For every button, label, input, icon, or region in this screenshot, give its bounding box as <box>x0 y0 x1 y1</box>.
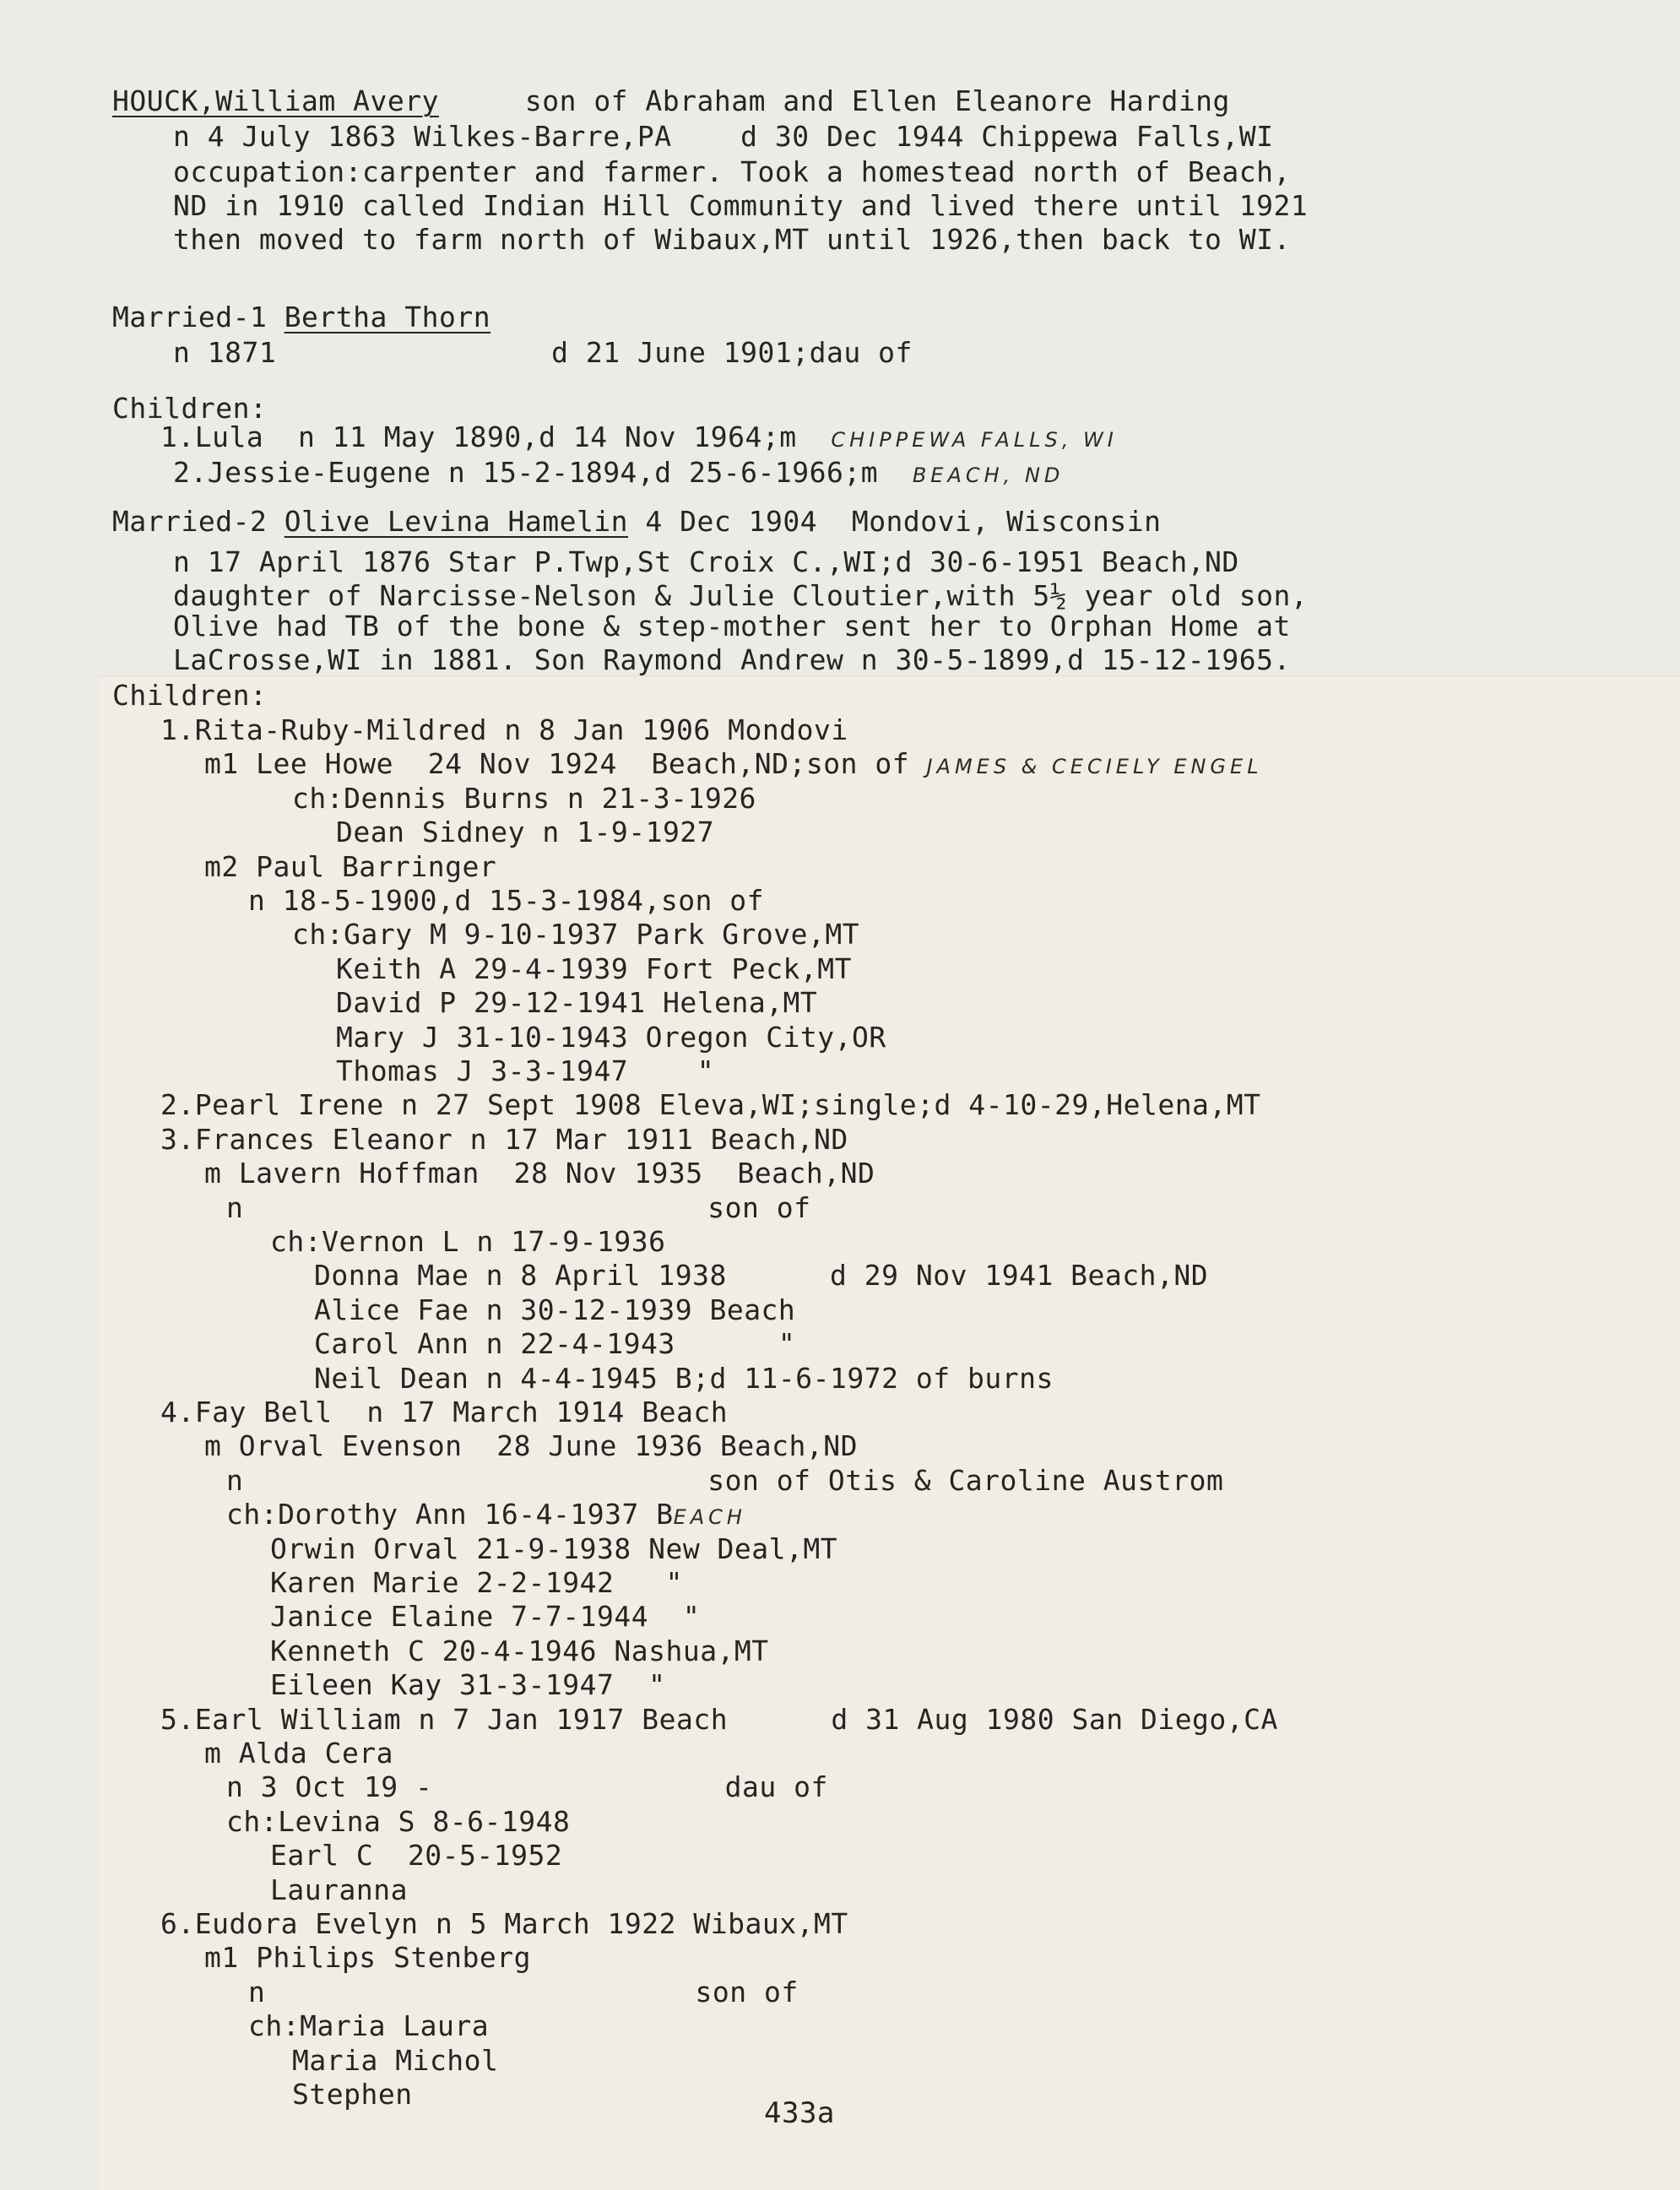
child-line-text: Orwin Orval 21-9-1938 New Deal,MT <box>270 1532 838 1565</box>
child-line <box>270 1839 562 1873</box>
child-line-text: David P 29-12-1941 Helena,MT <box>336 986 818 1019</box>
child-line-text: Lauranna <box>270 1873 408 1906</box>
child-line <box>226 1498 746 1534</box>
child-line-text: n 3 Oct 19 - dau of <box>226 1770 828 1803</box>
parents: son of Abraham and Ellen Eleanore Harding <box>524 84 1230 117</box>
child-line <box>160 1123 848 1157</box>
child-line-text: Kenneth C 20-4-1946 Nashua,MT <box>270 1634 769 1667</box>
child-line-text: n 18-5-1900,d 15-3-1984,son of <box>248 884 765 917</box>
spouse-detail: n 1871 d 21 June 1901;dau of <box>173 336 913 369</box>
child-line-text: Keith A 29-4-1939 Fort Peck,MT <box>336 952 853 985</box>
spouse-detail: daughter of Narcisse-Nelson & Julie Cloutier,with 5½ year old son, <box>173 579 1309 612</box>
children-label: Children: <box>112 679 268 712</box>
child-line-text: Janice Elaine 7-7-1944 " <box>270 1600 701 1633</box>
child-line <box>314 1259 1208 1293</box>
child-text: 1.Lula n 11 May 1890,d 14 Nov 1964;m <box>160 420 797 453</box>
child-line <box>314 1327 795 1361</box>
child-line-text: 2.Pearl Irene n 27 Sept 1908 Eleva,WI;single;d 4-10-29,Helena,MT <box>160 1088 1261 1121</box>
spouse-detail: LaCrosse,WI in 1881. Son Raymond Andrew n 30-5-1899,d 15-12-1965. <box>173 643 1291 676</box>
child-line-text: n son of <box>226 1191 811 1224</box>
child-text: 2.Jessie-Eugene n 15-2-1894,d 25-6-1966;m <box>173 456 879 489</box>
child-line-text: Thomas J 3-3-1947 " <box>336 1054 715 1087</box>
child-line-text: Alice Fae n 30-12-1939 Beach <box>314 1293 796 1326</box>
child-line <box>292 2078 413 2111</box>
child-line-text: Neil Dean n 4-4-1945 B;d 11-6-1972 of burns <box>314 1362 1054 1395</box>
child-line <box>204 1737 393 1770</box>
child-line-text: 6.Eudora Evelyn n 5 March 1922 Wibaux,MT <box>160 1907 848 1940</box>
child-line <box>160 1088 1261 1122</box>
header-detail: then moved to farm north of Wibaux,MT until 1926,then back to WI. <box>173 223 1291 256</box>
child-line-text: n son of <box>248 1976 799 2008</box>
child-line <box>270 1600 700 1634</box>
person-name: HOUCK,William Avery <box>112 84 439 117</box>
child-line <box>226 1464 1223 1498</box>
child-line <box>248 884 764 918</box>
child-line <box>160 713 848 747</box>
child-line-text: ch:Gary M 9-10-1937 Park Grove,MT <box>292 918 860 951</box>
child-line-text: 4.Fay Bell n 17 March 1914 Beach <box>160 1396 729 1428</box>
handwritten-note: CHIPPEWA FALLS, WI <box>831 428 1118 452</box>
child-line-text: ch:Dorothy Ann 16-4-1937 B <box>226 1498 674 1531</box>
header-detail: occupation:carpenter and farmer. Took a homestead north of Beach, <box>173 155 1291 188</box>
header-detail: n 4 July 1863 Wilkes-Barre,PA d 30 Dec 1944 Chippewa Falls,WI <box>173 120 1274 153</box>
marriage-date-place: 4 Dec 1904 Mondovi, Wisconsin <box>628 505 1162 538</box>
spouse-detail: n 17 April 1876 Star P.Twp,St Croix C.,WI;d 30-6-1951 Beach,ND <box>173 545 1239 578</box>
child-line <box>226 1191 811 1225</box>
child-line <box>292 918 859 951</box>
child-line <box>292 782 756 816</box>
child-line-text: Mary J 31-10-1943 Oregon City,OR <box>336 1021 886 1054</box>
child-line-text: Maria Michol <box>292 2044 499 2077</box>
header-detail: ND in 1910 called Indian Hill Community and lived there until 1921 <box>173 189 1309 222</box>
child-line <box>270 1634 769 1668</box>
child-line-text: Eileen Kay 31-3-1947 " <box>270 1668 666 1701</box>
child-line <box>336 952 852 986</box>
child-line <box>248 2009 489 2043</box>
child-line-text: n son of Otis & Caroline Austrom <box>226 1464 1224 1497</box>
child-line <box>160 1396 728 1429</box>
child-line <box>336 1054 714 1088</box>
header-line <box>112 84 1230 118</box>
child-line-text: Dean Sidney n 1-9-1927 <box>336 816 715 848</box>
child-line <box>292 2044 498 2078</box>
child-line-text: Carol Ann n 22-4-1943 " <box>314 1327 796 1360</box>
child-line-text: Stephen <box>292 2078 413 2111</box>
child-line-text: m Orval Evenson 28 June 1936 Beach,ND <box>204 1429 858 1462</box>
child-line-text: Donna Mae n 8 April 1938 d 29 Nov 1941 Beach,ND <box>314 1259 1209 1292</box>
child-line <box>336 1021 886 1054</box>
child-line <box>226 1770 828 1804</box>
child-entry <box>173 456 1064 492</box>
child-line-text: 5.Earl William n 7 Jan 1917 Beach d 31 Aug 1980 San Diego,CA <box>160 1703 1278 1736</box>
child-line <box>204 1157 875 1190</box>
child-line <box>160 1703 1278 1737</box>
child-line-text: ch:Maria Laura <box>248 2009 490 2042</box>
child-line-text: m1 Philips Stenberg <box>204 1941 531 1974</box>
spouse-name: Bertha Thorn <box>284 301 491 333</box>
child-line <box>314 1293 795 1327</box>
page-number: 433a <box>764 2096 835 2130</box>
child-line <box>270 1668 665 1702</box>
child-line <box>270 1873 408 1907</box>
child-line <box>314 1362 1054 1396</box>
child-line-text: Earl C 20-5-1952 <box>270 1839 563 1872</box>
child-line <box>226 1805 570 1839</box>
marriage-label: Married-1 <box>112 301 285 333</box>
child-line-text: ch:Dennis Burns n 21-3-1926 <box>292 782 756 815</box>
child-line <box>270 1225 665 1259</box>
marriage-2-heading <box>112 505 1161 539</box>
child-line <box>248 1976 799 2009</box>
child-line-text: 1.Rita-Ruby-Mildred n 8 Jan 1906 Mondovi <box>160 713 848 746</box>
handwritten-note: BEACH, ND <box>912 463 1065 487</box>
marriage-label: Married-2 <box>112 505 285 538</box>
child-line <box>204 850 496 884</box>
child-line-text: Karen Marie 2-2-1942 " <box>270 1566 683 1599</box>
child-line <box>204 1941 531 1975</box>
child-entry <box>160 420 1118 457</box>
child-line-text: ch:Vernon L n 17-9-1936 <box>270 1225 666 1258</box>
child-line <box>204 747 1263 783</box>
children-label: Children: <box>112 392 268 425</box>
child-line-text: ch:Levina S 8-6-1948 <box>226 1805 571 1838</box>
child-line-text: m2 Paul Barringer <box>204 850 497 883</box>
child-line-text: 3.Frances Eleanor n 17 Mar 1911 Beach,ND <box>160 1123 848 1156</box>
child-line-text: m Alda Cera <box>204 1737 394 1770</box>
spouse-detail: Olive had TB of the bone & step-mother sent her to Orphan Home at <box>173 610 1291 642</box>
handwritten-note: JAMES & CECIELY ENGEL <box>926 755 1263 778</box>
child-line-text: m Lavern Hoffman 28 Nov 1935 Beach,ND <box>204 1157 875 1190</box>
child-line <box>336 816 714 849</box>
child-line <box>204 1429 858 1463</box>
handwritten-note: EACH <box>673 1505 746 1529</box>
spouse-name: Olive Levina Hamelin <box>284 505 629 538</box>
child-line <box>160 1907 848 1941</box>
marriage-1-heading <box>112 301 490 334</box>
child-line <box>336 986 817 1020</box>
child-line <box>270 1532 837 1566</box>
child-line <box>270 1566 683 1600</box>
child-line-text: m1 Lee Howe 24 Nov 1924 Beach,ND;son of <box>204 747 910 780</box>
